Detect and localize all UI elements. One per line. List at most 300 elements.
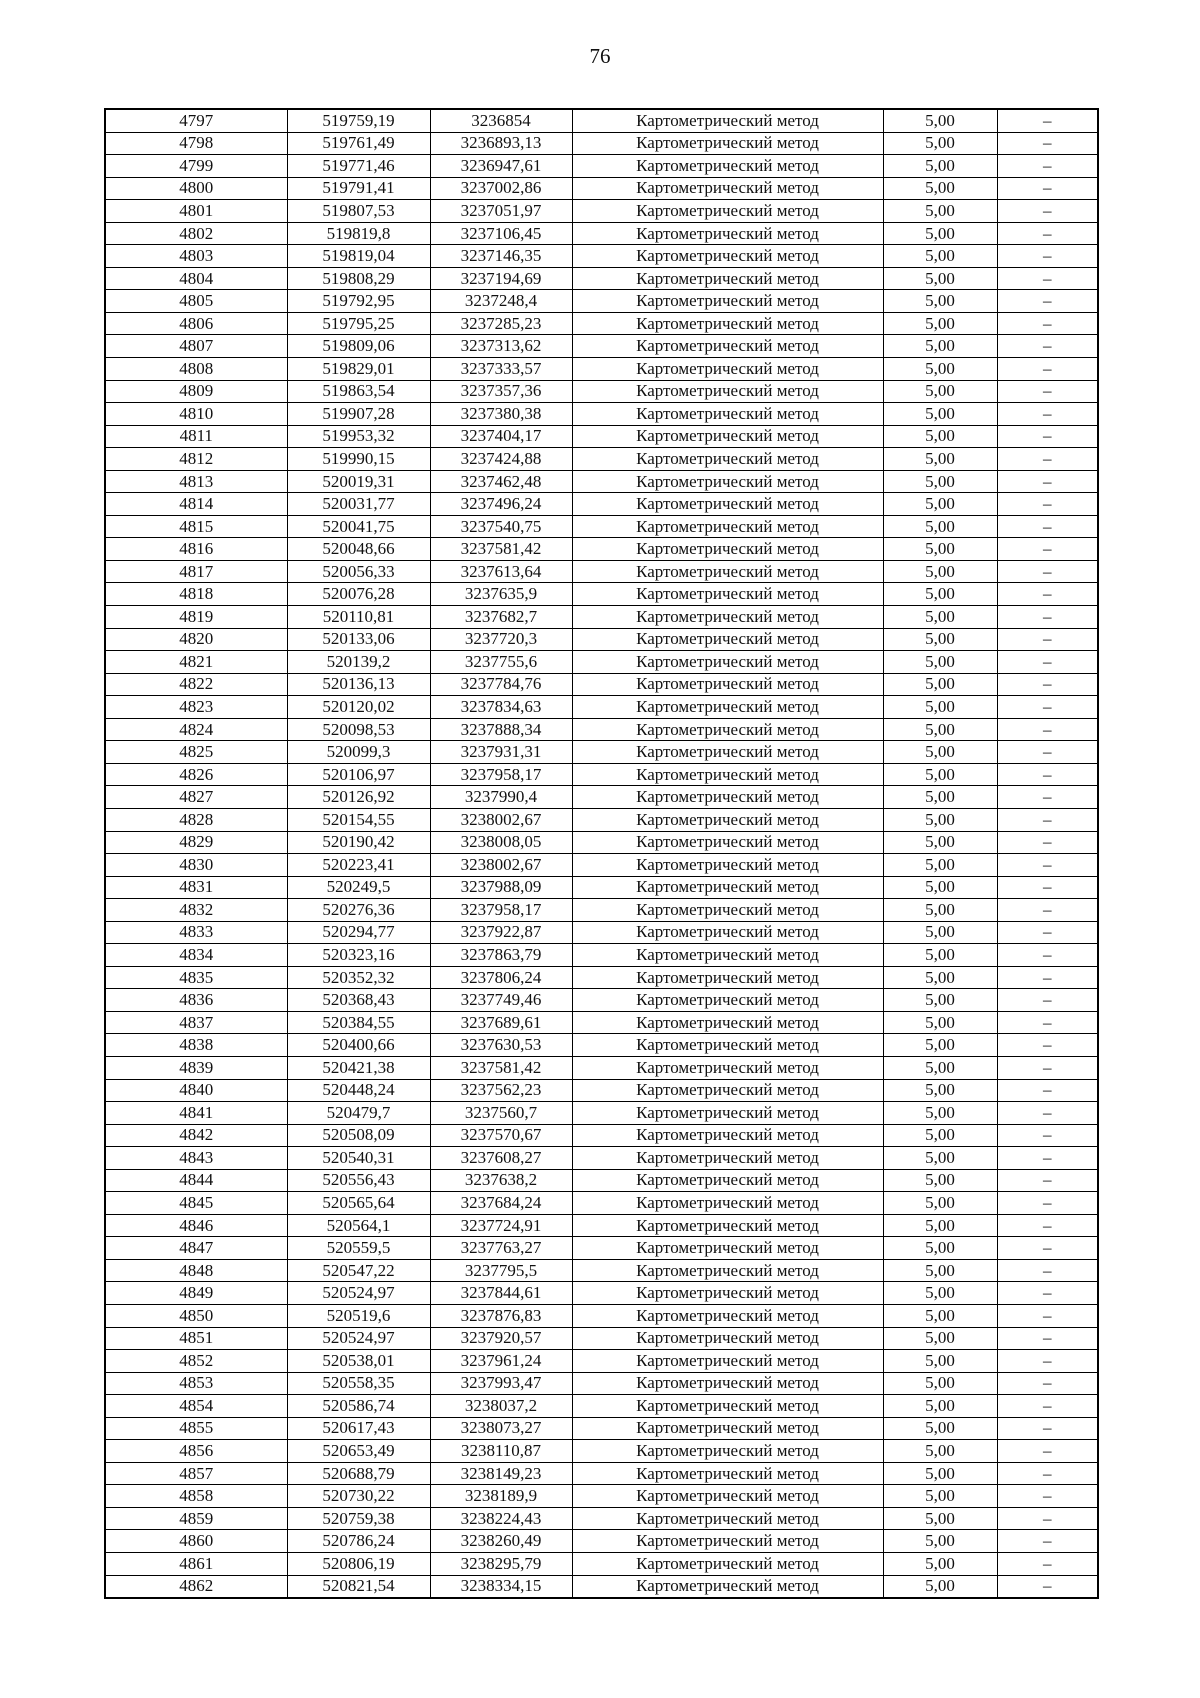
- point-number-cell: 4829: [105, 831, 287, 854]
- accuracy-cell: 5,00: [883, 1327, 997, 1350]
- y-coordinate-cell: 3237961,24: [430, 1350, 572, 1373]
- accuracy-cell: 5,00: [883, 989, 997, 1012]
- y-coordinate-cell: 3237462,48: [430, 470, 572, 493]
- point-number-cell: 4839: [105, 1056, 287, 1079]
- description-cell: –: [997, 1553, 1098, 1576]
- table-row: [105, 425, 1098, 448]
- point-number-cell: 4826: [105, 763, 287, 786]
- point-number-cell: 4801: [105, 200, 287, 223]
- table-row: [105, 1169, 1098, 1192]
- method-cell: Картометрический метод: [572, 515, 883, 538]
- point-number-cell: 4851: [105, 1327, 287, 1350]
- table-row: [105, 1124, 1098, 1147]
- point-number-cell: 4827: [105, 786, 287, 809]
- table-row: [105, 380, 1098, 403]
- description-cell: –: [997, 132, 1098, 155]
- y-coordinate-cell: 3237749,46: [430, 989, 572, 1012]
- x-coordinate-cell: 519791,41: [287, 177, 430, 200]
- point-number-cell: 4833: [105, 921, 287, 944]
- table-row: [105, 560, 1098, 583]
- point-number-cell: 4805: [105, 290, 287, 313]
- description-cell: –: [997, 1147, 1098, 1170]
- y-coordinate-cell: 3237404,17: [430, 425, 572, 448]
- table-row: [105, 245, 1098, 268]
- accuracy-cell: 5,00: [883, 245, 997, 268]
- x-coordinate-cell: 520524,97: [287, 1282, 430, 1305]
- table-row: [105, 854, 1098, 877]
- accuracy-cell: 5,00: [883, 493, 997, 516]
- method-cell: Картометрический метод: [572, 1079, 883, 1102]
- accuracy-cell: 5,00: [883, 177, 997, 200]
- method-cell: Картометрический метод: [572, 448, 883, 471]
- table-row: [105, 651, 1098, 674]
- method-cell: Картометрический метод: [572, 673, 883, 696]
- y-coordinate-cell: 3238295,79: [430, 1553, 572, 1576]
- table-row: [105, 606, 1098, 629]
- y-coordinate-cell: 3237784,76: [430, 673, 572, 696]
- description-cell: –: [997, 1056, 1098, 1079]
- table-row: [105, 921, 1098, 944]
- y-coordinate-cell: 3238037,2: [430, 1395, 572, 1418]
- y-coordinate-cell: 3237380,38: [430, 403, 572, 426]
- y-coordinate-cell: 3237720,3: [430, 628, 572, 651]
- table-row: [105, 109, 1098, 132]
- y-coordinate-cell: 3237608,27: [430, 1147, 572, 1170]
- y-coordinate-cell: 3237958,17: [430, 763, 572, 786]
- point-number-cell: 4852: [105, 1350, 287, 1373]
- accuracy-cell: 5,00: [883, 899, 997, 922]
- y-coordinate-cell: 3237613,64: [430, 560, 572, 583]
- method-cell: Картометрический метод: [572, 1553, 883, 1576]
- point-number-cell: 4818: [105, 583, 287, 606]
- accuracy-cell: 5,00: [883, 741, 997, 764]
- method-cell: Картометрический метод: [572, 1372, 883, 1395]
- table-row: [105, 312, 1098, 335]
- description-cell: –: [997, 538, 1098, 561]
- x-coordinate-cell: 520110,81: [287, 606, 430, 629]
- table-row: [105, 267, 1098, 290]
- method-cell: Картометрический метод: [572, 1056, 883, 1079]
- point-number-cell: 4802: [105, 222, 287, 245]
- method-cell: Картометрический метод: [572, 808, 883, 831]
- x-coordinate-cell: 520617,43: [287, 1417, 430, 1440]
- table-row: [105, 290, 1098, 313]
- x-coordinate-cell: 520759,38: [287, 1507, 430, 1530]
- table-row: [105, 628, 1098, 651]
- accuracy-cell: 5,00: [883, 921, 997, 944]
- description-cell: –: [997, 1507, 1098, 1530]
- description-cell: –: [997, 560, 1098, 583]
- page-number: 76: [589, 44, 611, 68]
- description-cell: –: [997, 1102, 1098, 1125]
- table-row: [105, 1056, 1098, 1079]
- y-coordinate-cell: 3237958,17: [430, 899, 572, 922]
- y-coordinate-cell: 3237106,45: [430, 222, 572, 245]
- point-number-cell: 4858: [105, 1485, 287, 1508]
- table-row: [105, 1034, 1098, 1057]
- x-coordinate-cell: 520048,66: [287, 538, 430, 561]
- y-coordinate-cell: 3238260,49: [430, 1530, 572, 1553]
- table-row: [105, 403, 1098, 426]
- x-coordinate-cell: 520249,5: [287, 876, 430, 899]
- accuracy-cell: 5,00: [883, 944, 997, 967]
- method-cell: Картометрический метод: [572, 290, 883, 313]
- description-cell: –: [997, 200, 1098, 223]
- table-row: [105, 222, 1098, 245]
- accuracy-cell: 5,00: [883, 1056, 997, 1079]
- x-coordinate-cell: 520368,43: [287, 989, 430, 1012]
- accuracy-cell: 5,00: [883, 470, 997, 493]
- description-cell: –: [997, 493, 1098, 516]
- point-number-cell: 4848: [105, 1259, 287, 1282]
- table-row: [105, 718, 1098, 741]
- y-coordinate-cell: 3237194,69: [430, 267, 572, 290]
- description-cell: –: [997, 1259, 1098, 1282]
- point-number-cell: 4819: [105, 606, 287, 629]
- y-coordinate-cell: 3237540,75: [430, 515, 572, 538]
- point-number-cell: 4800: [105, 177, 287, 200]
- table-row: [105, 1102, 1098, 1125]
- point-number-cell: 4834: [105, 944, 287, 967]
- accuracy-cell: 5,00: [883, 763, 997, 786]
- table-row: [105, 1214, 1098, 1237]
- description-cell: –: [997, 651, 1098, 674]
- description-cell: –: [997, 290, 1098, 313]
- description-cell: –: [997, 222, 1098, 245]
- description-cell: –: [997, 1282, 1098, 1305]
- table-row: [105, 1417, 1098, 1440]
- y-coordinate-cell: 3237888,34: [430, 718, 572, 741]
- x-coordinate-cell: 520223,41: [287, 854, 430, 877]
- y-coordinate-cell: 3237313,62: [430, 335, 572, 358]
- description-cell: –: [997, 1237, 1098, 1260]
- accuracy-cell: 5,00: [883, 290, 997, 313]
- y-coordinate-cell: 3237635,9: [430, 583, 572, 606]
- description-cell: –: [997, 1485, 1098, 1508]
- y-coordinate-cell: 3237763,27: [430, 1237, 572, 1260]
- description-cell: –: [997, 267, 1098, 290]
- x-coordinate-cell: 519759,19: [287, 109, 430, 132]
- accuracy-cell: 5,00: [883, 583, 997, 606]
- method-cell: Картометрический метод: [572, 718, 883, 741]
- point-number-cell: 4862: [105, 1575, 287, 1598]
- y-coordinate-cell: 3237922,87: [430, 921, 572, 944]
- x-coordinate-cell: 520586,74: [287, 1395, 430, 1418]
- method-cell: Картометрический метод: [572, 1034, 883, 1057]
- y-coordinate-cell: 3238149,23: [430, 1462, 572, 1485]
- y-coordinate-cell: 3237931,31: [430, 741, 572, 764]
- method-cell: Картометрический метод: [572, 763, 883, 786]
- description-cell: –: [997, 1079, 1098, 1102]
- coordinates-table: [104, 108, 1099, 1599]
- table-row: [105, 1237, 1098, 1260]
- method-cell: Картометрический метод: [572, 1575, 883, 1598]
- x-coordinate-cell: 520133,06: [287, 628, 430, 651]
- point-number-cell: 4857: [105, 1462, 287, 1485]
- table-row: [105, 1327, 1098, 1350]
- x-coordinate-cell: 520508,09: [287, 1124, 430, 1147]
- table-row: [105, 696, 1098, 719]
- point-number-cell: 4835: [105, 966, 287, 989]
- accuracy-cell: 5,00: [883, 222, 997, 245]
- method-cell: Картометрический метод: [572, 132, 883, 155]
- y-coordinate-cell: 3238110,87: [430, 1440, 572, 1463]
- description-cell: –: [997, 177, 1098, 200]
- y-coordinate-cell: 3237496,24: [430, 493, 572, 516]
- x-coordinate-cell: 520352,32: [287, 966, 430, 989]
- point-number-cell: 4855: [105, 1417, 287, 1440]
- accuracy-cell: 5,00: [883, 1304, 997, 1327]
- description-cell: –: [997, 808, 1098, 831]
- method-cell: Картометрический метод: [572, 245, 883, 268]
- x-coordinate-cell: 520323,16: [287, 944, 430, 967]
- accuracy-cell: 5,00: [883, 606, 997, 629]
- x-coordinate-cell: 520538,01: [287, 1350, 430, 1373]
- x-coordinate-cell: 519808,29: [287, 267, 430, 290]
- y-coordinate-cell: 3237988,09: [430, 876, 572, 899]
- y-coordinate-cell: 3236893,13: [430, 132, 572, 155]
- method-cell: Картометрический метод: [572, 312, 883, 335]
- y-coordinate-cell: 3237581,42: [430, 538, 572, 561]
- table-row: [105, 155, 1098, 178]
- x-coordinate-cell: 520806,19: [287, 1553, 430, 1576]
- description-cell: –: [997, 944, 1098, 967]
- point-number-cell: 4844: [105, 1169, 287, 1192]
- method-cell: Картометрический метод: [572, 876, 883, 899]
- table-row: [105, 1304, 1098, 1327]
- description-cell: –: [997, 1530, 1098, 1553]
- table-row: [105, 808, 1098, 831]
- accuracy-cell: 5,00: [883, 966, 997, 989]
- point-number-cell: 4824: [105, 718, 287, 741]
- x-coordinate-cell: 519809,06: [287, 335, 430, 358]
- x-coordinate-cell: 520276,36: [287, 899, 430, 922]
- table-row: [105, 470, 1098, 493]
- method-cell: Картометрический метод: [572, 989, 883, 1012]
- point-number-cell: 4798: [105, 132, 287, 155]
- y-coordinate-cell: 3237570,67: [430, 1124, 572, 1147]
- method-cell: Картометрический метод: [572, 831, 883, 854]
- accuracy-cell: 5,00: [883, 1350, 997, 1373]
- method-cell: Картометрический метод: [572, 921, 883, 944]
- x-coordinate-cell: 520556,43: [287, 1169, 430, 1192]
- x-coordinate-cell: 520400,66: [287, 1034, 430, 1057]
- y-coordinate-cell: 3237581,42: [430, 1056, 572, 1079]
- x-coordinate-cell: 520558,35: [287, 1372, 430, 1395]
- table-row: [105, 538, 1098, 561]
- method-cell: Картометрический метод: [572, 966, 883, 989]
- table-row: [105, 876, 1098, 899]
- point-number-cell: 4842: [105, 1124, 287, 1147]
- accuracy-cell: 5,00: [883, 1395, 997, 1418]
- point-number-cell: 4821: [105, 651, 287, 674]
- description-cell: –: [997, 403, 1098, 426]
- table-row: [105, 1530, 1098, 1553]
- point-number-cell: 4823: [105, 696, 287, 719]
- description-cell: –: [997, 312, 1098, 335]
- description-cell: –: [997, 380, 1098, 403]
- y-coordinate-cell: 3237562,23: [430, 1079, 572, 1102]
- y-coordinate-cell: 3237146,35: [430, 245, 572, 268]
- point-number-cell: 4841: [105, 1102, 287, 1125]
- y-coordinate-cell: 3237834,63: [430, 696, 572, 719]
- y-coordinate-cell: 3237990,4: [430, 786, 572, 809]
- x-coordinate-cell: 520564,1: [287, 1214, 430, 1237]
- y-coordinate-cell: 3237630,53: [430, 1034, 572, 1057]
- method-cell: Картометрический метод: [572, 1259, 883, 1282]
- point-number-cell: 4817: [105, 560, 287, 583]
- table-row: [105, 1011, 1098, 1034]
- accuracy-cell: 5,00: [883, 1192, 997, 1215]
- y-coordinate-cell: 3237357,36: [430, 380, 572, 403]
- table-row: [105, 1192, 1098, 1215]
- table-row: [105, 358, 1098, 381]
- accuracy-cell: 5,00: [883, 1553, 997, 1576]
- point-number-cell: 4831: [105, 876, 287, 899]
- table-row: [105, 1372, 1098, 1395]
- x-coordinate-cell: 519990,15: [287, 448, 430, 471]
- table-row: [105, 1553, 1098, 1576]
- x-coordinate-cell: 520076,28: [287, 583, 430, 606]
- x-coordinate-cell: 520099,3: [287, 741, 430, 764]
- table-row: [105, 1282, 1098, 1305]
- y-coordinate-cell: 3237844,61: [430, 1282, 572, 1305]
- y-coordinate-cell: 3237863,79: [430, 944, 572, 967]
- point-number-cell: 4809: [105, 380, 287, 403]
- description-cell: –: [997, 921, 1098, 944]
- method-cell: Картометрический метод: [572, 1350, 883, 1373]
- accuracy-cell: 5,00: [883, 380, 997, 403]
- point-number-cell: 4861: [105, 1553, 287, 1576]
- point-number-cell: 4849: [105, 1282, 287, 1305]
- y-coordinate-cell: 3237560,7: [430, 1102, 572, 1125]
- y-coordinate-cell: 3237993,47: [430, 1372, 572, 1395]
- x-coordinate-cell: 520019,31: [287, 470, 430, 493]
- method-cell: Картометрический метод: [572, 1169, 883, 1192]
- description-cell: –: [997, 854, 1098, 877]
- table-row: [105, 335, 1098, 358]
- y-coordinate-cell: 3237755,6: [430, 651, 572, 674]
- table-row: [105, 177, 1098, 200]
- table-row: [105, 989, 1098, 1012]
- x-coordinate-cell: 520056,33: [287, 560, 430, 583]
- x-coordinate-cell: 520154,55: [287, 808, 430, 831]
- method-cell: Картометрический метод: [572, 425, 883, 448]
- description-cell: –: [997, 1034, 1098, 1057]
- accuracy-cell: 5,00: [883, 876, 997, 899]
- method-cell: Картометрический метод: [572, 741, 883, 764]
- accuracy-cell: 5,00: [883, 1282, 997, 1305]
- y-coordinate-cell: 3237002,86: [430, 177, 572, 200]
- x-coordinate-cell: 520565,64: [287, 1192, 430, 1215]
- point-number-cell: 4843: [105, 1147, 287, 1170]
- x-coordinate-cell: 520479,7: [287, 1102, 430, 1125]
- method-cell: Картометрический метод: [572, 1327, 883, 1350]
- table-row: [105, 583, 1098, 606]
- method-cell: Картометрический метод: [572, 583, 883, 606]
- method-cell: Картометрический метод: [572, 1462, 883, 1485]
- method-cell: Картометрический метод: [572, 1147, 883, 1170]
- method-cell: Картометрический метод: [572, 1395, 883, 1418]
- accuracy-cell: 5,00: [883, 1440, 997, 1463]
- description-cell: –: [997, 696, 1098, 719]
- accuracy-cell: 5,00: [883, 560, 997, 583]
- x-coordinate-cell: 520294,77: [287, 921, 430, 944]
- method-cell: Картометрический метод: [572, 606, 883, 629]
- point-number-cell: 4860: [105, 1530, 287, 1553]
- point-number-cell: 4806: [105, 312, 287, 335]
- description-cell: –: [997, 989, 1098, 1012]
- description-cell: –: [997, 741, 1098, 764]
- method-cell: Картометрический метод: [572, 1237, 883, 1260]
- description-cell: –: [997, 628, 1098, 651]
- method-cell: Картометрический метод: [572, 786, 883, 809]
- point-number-cell: 4804: [105, 267, 287, 290]
- accuracy-cell: 5,00: [883, 831, 997, 854]
- y-coordinate-cell: 3237876,83: [430, 1304, 572, 1327]
- method-cell: Картометрический метод: [572, 222, 883, 245]
- method-cell: Картометрический метод: [572, 696, 883, 719]
- table-row: [105, 786, 1098, 809]
- y-coordinate-cell: 3237051,97: [430, 200, 572, 223]
- description-cell: –: [997, 1417, 1098, 1440]
- table-row: [105, 966, 1098, 989]
- accuracy-cell: 5,00: [883, 312, 997, 335]
- description-cell: –: [997, 515, 1098, 538]
- y-coordinate-cell: 3237689,61: [430, 1011, 572, 1034]
- x-coordinate-cell: 520730,22: [287, 1485, 430, 1508]
- description-cell: –: [997, 109, 1098, 132]
- point-number-cell: 4853: [105, 1372, 287, 1395]
- method-cell: Картометрический метод: [572, 109, 883, 132]
- method-cell: Картометрический метод: [572, 335, 883, 358]
- method-cell: Картометрический метод: [572, 899, 883, 922]
- accuracy-cell: 5,00: [883, 1034, 997, 1057]
- y-coordinate-cell: 3238002,67: [430, 854, 572, 877]
- x-coordinate-cell: 520136,13: [287, 673, 430, 696]
- point-number-cell: 4825: [105, 741, 287, 764]
- accuracy-cell: 5,00: [883, 628, 997, 651]
- table-row: [105, 1440, 1098, 1463]
- accuracy-cell: 5,00: [883, 538, 997, 561]
- accuracy-cell: 5,00: [883, 854, 997, 877]
- description-cell: –: [997, 1214, 1098, 1237]
- x-coordinate-cell: 519819,8: [287, 222, 430, 245]
- method-cell: Картометрический метод: [572, 1304, 883, 1327]
- accuracy-cell: 5,00: [883, 1372, 997, 1395]
- y-coordinate-cell: 3238189,9: [430, 1485, 572, 1508]
- accuracy-cell: 5,00: [883, 786, 997, 809]
- y-coordinate-cell: 3236854: [430, 109, 572, 132]
- table-row: [105, 200, 1098, 223]
- accuracy-cell: 5,00: [883, 109, 997, 132]
- point-number-cell: 4840: [105, 1079, 287, 1102]
- description-cell: –: [997, 673, 1098, 696]
- table-row: [105, 831, 1098, 854]
- description-cell: –: [997, 245, 1098, 268]
- x-coordinate-cell: 520524,97: [287, 1327, 430, 1350]
- point-number-cell: 4830: [105, 854, 287, 877]
- point-number-cell: 4847: [105, 1237, 287, 1260]
- description-cell: –: [997, 831, 1098, 854]
- method-cell: Картометрический метод: [572, 493, 883, 516]
- y-coordinate-cell: 3238073,27: [430, 1417, 572, 1440]
- y-coordinate-cell: 3237920,57: [430, 1327, 572, 1350]
- x-coordinate-cell: 519819,04: [287, 245, 430, 268]
- x-coordinate-cell: 520540,31: [287, 1147, 430, 1170]
- point-number-cell: 4807: [105, 335, 287, 358]
- method-cell: Картометрический метод: [572, 358, 883, 381]
